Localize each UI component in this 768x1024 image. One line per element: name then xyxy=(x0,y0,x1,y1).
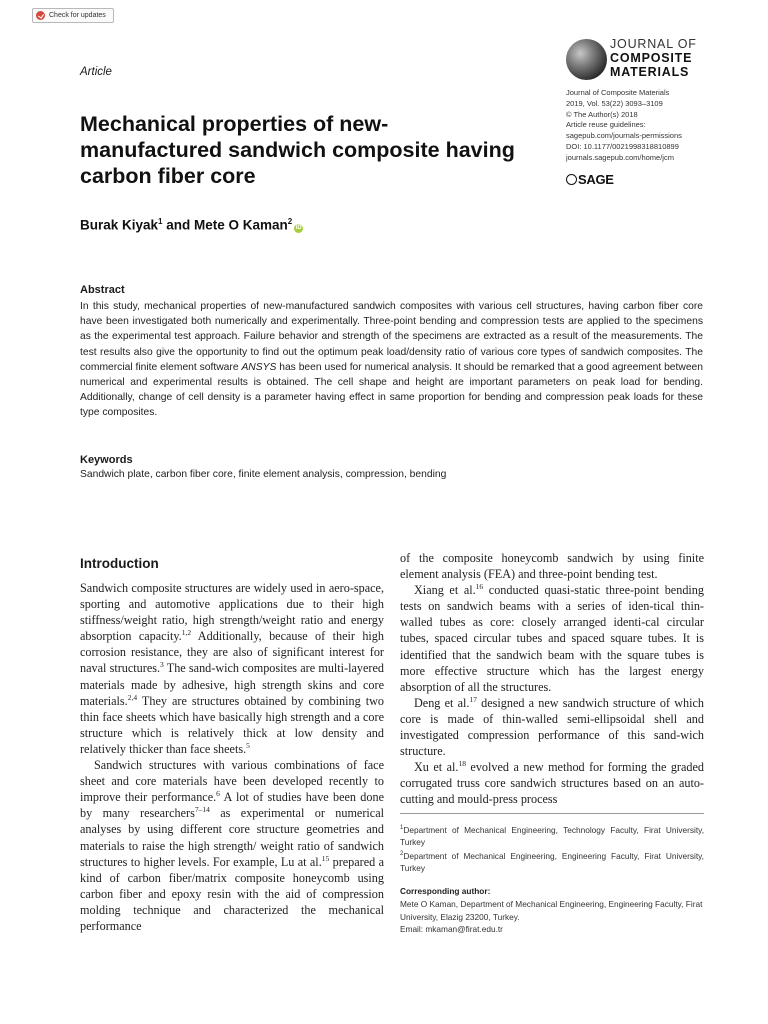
journal-sphere-icon xyxy=(566,39,607,80)
citation[interactable]: 5 xyxy=(246,740,250,750)
body-column-left xyxy=(80,580,384,934)
check-updates-icon xyxy=(36,11,45,20)
citation[interactable]: 17 xyxy=(469,694,477,704)
text-run: Sandwich composite structures are widely used in aero-space, sporting and automotive applications due to their high stiffness/weight ratio, high strength/weight ratio and energy absorption capacity. xyxy=(80,581,384,644)
journal-volume: 2019, Vol. 53(22) 3093–3109 xyxy=(566,98,663,108)
text-run: Xiang et al. xyxy=(414,583,476,598)
author-1-affiliation: 1 xyxy=(158,217,163,226)
keywords-text: Sandwich plate, carbon fiber core, finite element analysis, compression, bending xyxy=(80,469,447,480)
text-run: as experimental or numerical analyses by using different core structure geometries and materials to raise the high strength/ weight ratio of sandwich structures to higher levels. For example, Lu at al. xyxy=(80,806,384,869)
introduction-heading: Introduction xyxy=(80,556,159,571)
journal-logo-line1: JOURNAL OF xyxy=(610,37,697,51)
reuse-guidelines-label: Article reuse guidelines: xyxy=(566,120,646,130)
sage-circle-icon xyxy=(566,174,577,185)
intro-paragraph-1 xyxy=(80,580,384,757)
abstract-text xyxy=(80,299,703,421)
corresponding-author-details xyxy=(400,898,704,936)
author-1[interactable]: Burak Kiyak xyxy=(80,217,159,233)
text-run: Xu et al. xyxy=(414,760,459,775)
affiliation-marker: 1 xyxy=(400,825,404,831)
intro-paragraph-2-cont: of the composite honeycomb sandwich by using finite element analysis (FEA) and three-point bending test. xyxy=(400,551,704,582)
abstract-heading: Abstract xyxy=(80,284,125,296)
text-run: prepared a kind of carbon fiber/matrix composite honeycomb using carbon fiber and epoxy resin with the aid of compression molding technique and characterized the mechanical performance xyxy=(80,854,384,933)
text-run: The sand-wich composites are multi-layered materials made by adhesive, high strength skins and core materials. xyxy=(80,661,384,708)
affiliations xyxy=(400,822,704,874)
affiliation-2 xyxy=(400,848,704,874)
permissions-link[interactable]: sagepub.com/journals-permissions xyxy=(566,131,682,141)
abstract-software-name: ANSYS xyxy=(241,361,277,373)
citation[interactable]: 16 xyxy=(475,582,484,592)
journal-logo-line2: COMPOSITE xyxy=(610,51,693,65)
abstract-text-part1: In this study, mechanical properties of new-manufactured sandwich composites with various cell structures, having carbon fiber core have been investigated both numerically and experimentally. Three-point bending and compression tests are applied to the specimens as the experimental test approach. Failure behavior and strength of the specimens are extracted as a result of the measurements. The test results also give the opportunity to find out the optimum peak load/density ratio of various core types of sandwich composites. The commercial finite element software xyxy=(80,301,703,373)
footnote-divider xyxy=(400,813,704,814)
affiliation-text: Department of Mechanical Engineering, Engineering Faculty, Firat University, Turkey xyxy=(400,850,704,874)
author-joiner: and xyxy=(162,217,195,233)
sage-logo-text: SAGE xyxy=(578,172,614,187)
intro-paragraph-3 xyxy=(400,582,704,695)
citation[interactable]: 18 xyxy=(458,759,466,769)
intro-paragraph-5 xyxy=(400,759,704,807)
affiliation-marker: 2 xyxy=(400,851,404,858)
paper-title: Mechanical properties of new-manufactured sandwich composite having carbon fiber core xyxy=(80,112,515,188)
text-run: conducted quasi-static three-point bending tests on sandwich beams with a series of iden-tical thin-walled tubes as core: closely arranged identi-cal circular tubes, spaced circular tubes and spaced square tubes. It is identified that the sandwich beam with the square tubes is more effective structure which has the largest energy absorption of all the structures. xyxy=(400,583,704,694)
abstract-text-part2: has been used for numerical analysis. It should be remarked that a good agreement between numerical and experimental results is obtained. The cell shape and height are important parameters on peak load for bending. Additionally, change of cell density is a parameter having effect in same proportion for bending and compression peak loads for these type composites. xyxy=(80,361,703,419)
doi-link[interactable]: DOI: 10.1177/0021998318810899 xyxy=(566,141,679,151)
text-run: Sandwich structures with various combinations of face sheet and core materials have been developed recently to improve their performance. xyxy=(80,758,384,805)
orcid-icon[interactable]: iD xyxy=(295,224,302,231)
citation[interactable]: 1,2 xyxy=(181,628,192,638)
intro-paragraph-2 xyxy=(80,757,384,934)
affiliation-1 xyxy=(400,822,704,848)
text-run: Additionally, because of their high corrosion resistance, they are also of significant interest for naval structures. xyxy=(80,629,384,676)
check-for-updates-button[interactable] xyxy=(32,8,114,23)
text-run: Deng et al. xyxy=(414,695,470,710)
text-run: designed a new sandwich structure of which core is made of thin-walled semi-ellipsoidal shell and investigated compression performance of this sand-wich structure. xyxy=(400,695,704,759)
corresponding-author-address: Mete O Kaman, Department of Mechanical Engineering, Engineering Faculty, Firat University, Elazig 23200, Turkey. xyxy=(400,899,703,922)
check-updates-label: Check for updates xyxy=(49,12,106,19)
article-type-label: Article xyxy=(80,66,112,78)
journal-logo-line3: MATERIALS xyxy=(610,65,690,79)
journal-home-link[interactable]: journals.sagepub.com/home/jcm xyxy=(566,152,674,162)
affiliation-text: Department of Mechanical Engineering, Technology Faculty, Firat University, Turkey xyxy=(400,824,704,847)
journal-logo xyxy=(566,37,716,83)
journal-logo-text xyxy=(610,37,697,79)
citation[interactable]: 6 xyxy=(216,789,220,799)
author-2-affiliation: 2 xyxy=(287,217,293,226)
citation[interactable]: 3 xyxy=(160,660,164,670)
text-run: A lot of studies have been done by many researchers xyxy=(80,790,384,821)
text-run: They are structures obtained by combining two thin face sheets which have basically high strength and a core structure which is relatively thick at low density and relatively thicker than face sheets. xyxy=(80,693,384,756)
author-2[interactable]: Mete O Kaman xyxy=(194,217,288,233)
corresponding-author-heading: Corresponding author: xyxy=(400,886,491,896)
journal-info xyxy=(566,88,682,164)
corresponding-author-email[interactable]: Email: mkaman@firat.edu.tr xyxy=(400,924,503,935)
citation[interactable]: 2,4 xyxy=(127,692,138,702)
sage-logo xyxy=(566,172,614,187)
copyright: © The Author(s) 2018 xyxy=(566,109,638,119)
text-run: evolved a new method for forming the graded corrugated truss core sandwich structures based on an auto-cutting and mould-press process xyxy=(400,760,704,807)
keywords-heading: Keywords xyxy=(80,454,133,466)
citation[interactable]: 7–14 xyxy=(194,805,210,815)
journal-name: Journal of Composite Materials xyxy=(566,88,670,97)
citation[interactable]: 15 xyxy=(321,853,330,863)
body-column-right xyxy=(400,550,704,808)
intro-paragraph-4 xyxy=(400,695,704,759)
author-list xyxy=(80,217,303,233)
